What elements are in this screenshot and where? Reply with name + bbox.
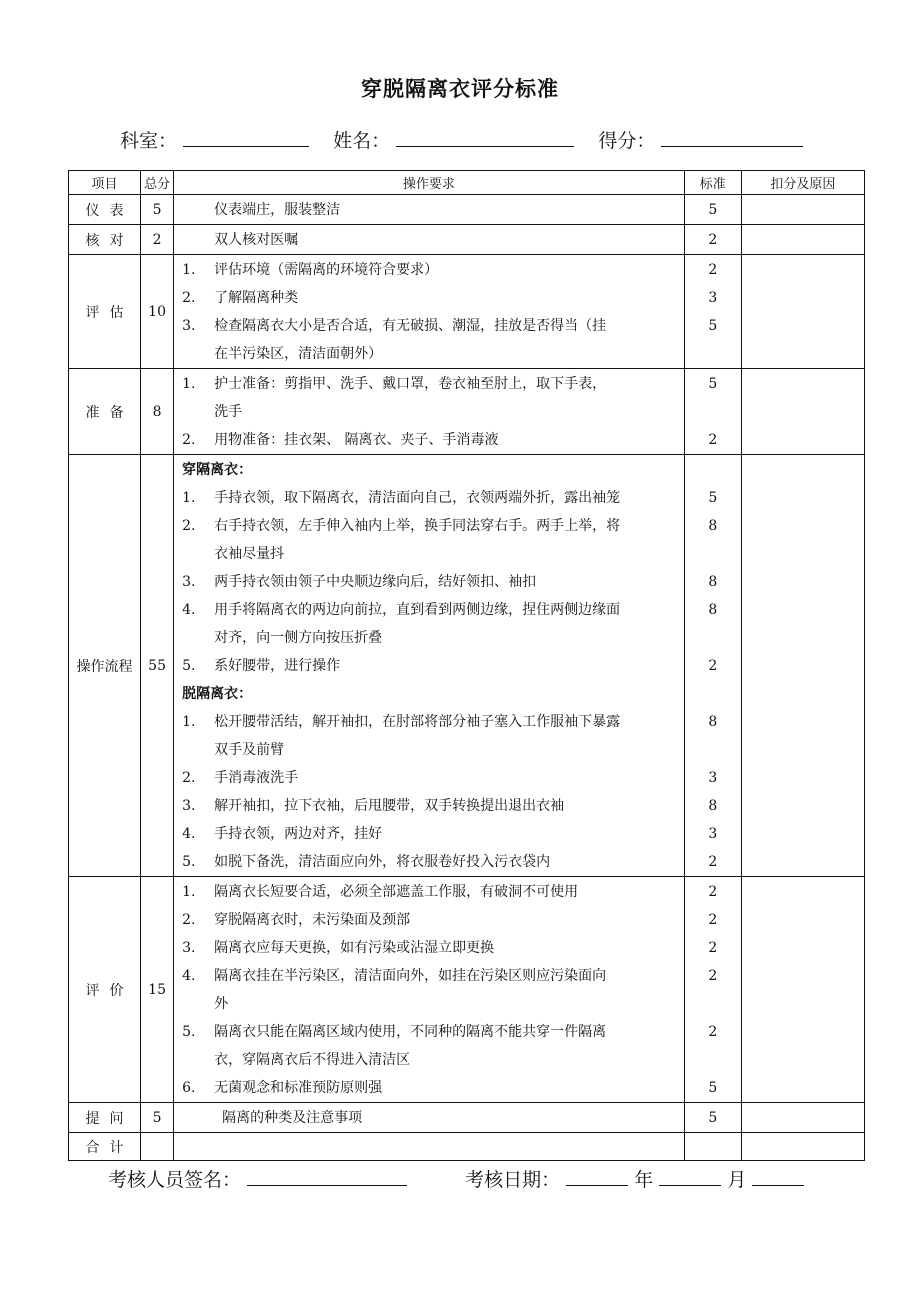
row-deduction-field[interactable] bbox=[741, 1133, 864, 1161]
footer-line bbox=[108, 1165, 804, 1192]
row-deduction-field[interactable] bbox=[741, 255, 864, 369]
signer-label: 考核人员签名： bbox=[108, 1169, 242, 1191]
standard-score: 2 bbox=[708, 854, 718, 870]
row-item: 评价 bbox=[69, 877, 141, 1103]
year-label: 年 bbox=[634, 1169, 654, 1191]
op-number: 2. bbox=[182, 290, 196, 306]
op-line bbox=[174, 792, 684, 820]
row-total: 55 bbox=[141, 455, 174, 877]
standard-score: 2 bbox=[708, 884, 718, 900]
standard-score: 5 bbox=[708, 376, 718, 392]
table-row bbox=[69, 369, 865, 455]
op-line bbox=[174, 196, 684, 224]
op-number: 1. bbox=[182, 376, 196, 392]
row-standard bbox=[684, 225, 741, 255]
op-line bbox=[174, 1074, 684, 1102]
op-number: 6. bbox=[182, 1080, 196, 1096]
op-line bbox=[174, 1046, 684, 1074]
op-line bbox=[174, 878, 684, 906]
op-line bbox=[174, 426, 684, 454]
table-row bbox=[69, 455, 865, 877]
op-number: 5. bbox=[182, 854, 196, 870]
day-field[interactable] bbox=[752, 1167, 804, 1186]
row-ops bbox=[174, 369, 685, 455]
standard-score bbox=[685, 398, 741, 426]
standard-score: 2 bbox=[708, 968, 718, 984]
row-deduction-field[interactable] bbox=[741, 225, 864, 255]
op-number: 2. bbox=[182, 518, 196, 534]
row-standard bbox=[684, 455, 741, 877]
month-field[interactable] bbox=[659, 1167, 721, 1186]
op-text: 双人核对医嘱 bbox=[214, 232, 299, 248]
op-line bbox=[174, 512, 684, 540]
op-text: 在半污染区，清洁面朝外） bbox=[214, 346, 383, 362]
op-text: 用物准备：挂衣架、 隔离衣、夹子、手消毒液 bbox=[214, 432, 499, 448]
op-number: 5. bbox=[182, 658, 196, 674]
row-standard bbox=[684, 1103, 741, 1133]
op-line bbox=[174, 484, 684, 512]
standard-score bbox=[685, 736, 741, 764]
op-text: 如脱下备洗，清洁面应向外，将衣服卷好投入污衣袋内 bbox=[214, 854, 551, 870]
op-text: 洗手 bbox=[214, 404, 243, 420]
op-text: 隔离衣长短要合适，必须全部遮盖工作服，有破洞不可使用 bbox=[214, 884, 579, 900]
standard-score: 2 bbox=[708, 1024, 718, 1040]
op-line bbox=[174, 596, 684, 624]
row-ops bbox=[174, 1133, 685, 1161]
op-line bbox=[174, 398, 684, 426]
row-deduction-field[interactable] bbox=[741, 1103, 864, 1133]
name-field[interactable] bbox=[396, 128, 574, 147]
op-text: 衣袖尽量抖 bbox=[214, 546, 285, 562]
op-line bbox=[174, 820, 684, 848]
row-standard bbox=[684, 195, 741, 225]
row-item: 操作流程 bbox=[69, 455, 141, 877]
row-deduction-field[interactable] bbox=[741, 877, 864, 1103]
op-text: 双手及前臂 bbox=[214, 742, 285, 758]
row-item: 准备 bbox=[69, 369, 141, 455]
op-text: 右手持衣领，左手伸入袖内上举，换手同法穿右手。两手上举，将 bbox=[214, 518, 621, 534]
standard-score bbox=[685, 624, 741, 652]
info-line bbox=[120, 126, 803, 153]
op-text: 外 bbox=[214, 996, 229, 1012]
op-number: 3. bbox=[182, 940, 196, 956]
op-text: 隔离的种类及注意事项 bbox=[222, 1110, 363, 1126]
op-line bbox=[174, 934, 684, 962]
row-ops bbox=[174, 1103, 685, 1133]
standard-score: 8 bbox=[708, 602, 718, 618]
op-text: 隔离衣应每天更换，如有污染或沾湿立即更换 bbox=[214, 940, 495, 956]
standard-score: 5 bbox=[708, 202, 718, 218]
score-label: 得分： bbox=[598, 130, 656, 152]
op-number: 3. bbox=[182, 798, 196, 814]
op-line bbox=[174, 906, 684, 934]
op-number: 1. bbox=[182, 884, 196, 900]
row-ops bbox=[174, 255, 685, 369]
op-text: 无菌观念和标准预防原则强 bbox=[214, 1080, 383, 1096]
header-item: 项目 bbox=[69, 171, 141, 195]
header-std: 标准 bbox=[684, 171, 741, 195]
standard-score: 8 bbox=[708, 574, 718, 590]
row-deduction-field[interactable] bbox=[741, 369, 864, 455]
row-total bbox=[141, 1133, 174, 1161]
op-number: 4. bbox=[182, 826, 196, 842]
standard-score: 3 bbox=[708, 770, 718, 786]
row-standard bbox=[684, 877, 741, 1103]
op-number: 4. bbox=[182, 602, 196, 618]
table-row bbox=[69, 225, 865, 255]
header-total: 总分 bbox=[141, 171, 174, 195]
row-item: 提问 bbox=[69, 1103, 141, 1133]
op-line bbox=[174, 568, 684, 596]
op-text: 检查隔离衣大小是否合适，有无破损、潮湿，挂放是否得当（挂 bbox=[214, 318, 607, 334]
date-label: 考核日期： bbox=[465, 1169, 561, 1191]
row-standard bbox=[684, 255, 741, 369]
table-row bbox=[69, 877, 865, 1103]
standard-score: 3 bbox=[708, 290, 718, 306]
month-label: 月 bbox=[727, 1169, 747, 1191]
header-ops: 操作要求 bbox=[174, 171, 685, 195]
row-deduction-field[interactable] bbox=[741, 195, 864, 225]
table-row bbox=[69, 1103, 865, 1133]
standard-score: 2 bbox=[708, 940, 718, 956]
table-row bbox=[69, 195, 865, 225]
op-number: 1. bbox=[182, 490, 196, 506]
row-standard bbox=[684, 369, 741, 455]
page-title: 穿脱隔离衣评分标准 bbox=[361, 76, 559, 101]
standard-score: 8 bbox=[708, 798, 718, 814]
scoring-table bbox=[68, 170, 865, 1161]
standard-score: 2 bbox=[708, 912, 718, 928]
standard-score: 5 bbox=[708, 490, 718, 506]
op-number: 2. bbox=[182, 912, 196, 928]
op-line bbox=[174, 624, 684, 652]
op-text: 护士准备：剪指甲、洗手、戴口罩，卷衣袖至肘上，取下手表， bbox=[214, 376, 607, 392]
row-item: 评估 bbox=[69, 255, 141, 369]
standard-score: 3 bbox=[708, 826, 718, 842]
op-text: 手持衣领，两边对齐，挂好 bbox=[214, 826, 383, 842]
name-label: 姓名： bbox=[333, 130, 391, 152]
op-line bbox=[174, 1018, 684, 1046]
standard-score: 5 bbox=[708, 318, 718, 334]
op-text: 系好腰带，进行操作 bbox=[214, 658, 341, 674]
year-field[interactable] bbox=[566, 1167, 628, 1186]
standard-score bbox=[685, 456, 741, 484]
dept-field[interactable] bbox=[183, 128, 309, 147]
row-item: 核对 bbox=[69, 225, 141, 255]
header-deduction: 扣分及原因 bbox=[741, 171, 864, 195]
op-section-heading: 脱隔离衣： bbox=[182, 686, 253, 702]
standard-score: 5 bbox=[708, 1110, 718, 1126]
row-total: 8 bbox=[141, 369, 174, 455]
standard-score: 2 bbox=[708, 232, 718, 248]
standard-score bbox=[685, 990, 741, 1018]
op-number: 1. bbox=[182, 714, 196, 730]
standard-score: 2 bbox=[708, 262, 718, 278]
op-line bbox=[174, 990, 684, 1018]
standard-score: 2 bbox=[708, 658, 718, 674]
op-line bbox=[174, 226, 684, 254]
op-text: 手持衣领，取下隔离衣，清洁面向自己，衣领两端外折，露出袖笼 bbox=[214, 490, 621, 506]
op-number: 5. bbox=[182, 1024, 196, 1040]
table-header-row bbox=[69, 171, 865, 195]
op-line bbox=[174, 652, 684, 680]
table-row bbox=[69, 1133, 865, 1161]
row-total: 5 bbox=[141, 1103, 174, 1133]
standard-score: 8 bbox=[708, 714, 718, 730]
op-text: 解开袖扣，拉下衣袖，后甩腰带，双手转换提出退出衣袖 bbox=[214, 798, 565, 814]
row-deduction-field[interactable] bbox=[741, 455, 864, 877]
op-number: 1. bbox=[182, 262, 196, 278]
op-text: 评估环境（需隔离的环境符合要求） bbox=[214, 262, 439, 278]
standard-score: 5 bbox=[708, 1080, 718, 1096]
standard-score bbox=[685, 1046, 741, 1074]
standard-score bbox=[685, 540, 741, 568]
row-standard bbox=[684, 1133, 741, 1161]
row-total: 5 bbox=[141, 195, 174, 225]
row-item: 仪表 bbox=[69, 195, 141, 225]
op-text: 两手持衣领由领子中央顺边缘向后，结好领扣、袖扣 bbox=[214, 574, 537, 590]
op-line bbox=[174, 312, 684, 340]
op-line bbox=[174, 680, 684, 708]
op-line bbox=[174, 962, 684, 990]
row-ops bbox=[174, 877, 685, 1103]
dept-label: 科室： bbox=[120, 130, 178, 152]
op-number: 3. bbox=[182, 318, 196, 334]
standard-score: 8 bbox=[708, 518, 718, 534]
op-text: 仪表端庄，服装整洁 bbox=[214, 202, 341, 218]
standard-score: 2 bbox=[708, 432, 718, 448]
op-line bbox=[174, 540, 684, 568]
op-text: 了解隔离种类 bbox=[214, 290, 299, 306]
op-line bbox=[174, 340, 684, 368]
op-line bbox=[174, 848, 684, 876]
op-section-heading: 穿隔离衣： bbox=[182, 462, 253, 478]
op-line bbox=[174, 708, 684, 736]
op-text: 松开腰带活结，解开袖扣，在肘部将部分袖子塞入工作服袖下暴露 bbox=[214, 714, 621, 730]
op-line bbox=[174, 370, 684, 398]
op-text: 对齐，向一侧方向按压折叠 bbox=[214, 630, 383, 646]
op-number: 4. bbox=[182, 968, 196, 984]
op-line bbox=[174, 1104, 684, 1132]
op-text: 穿脱隔离衣时，未污染面及颈部 bbox=[214, 912, 411, 928]
op-line bbox=[174, 456, 684, 484]
standard-score bbox=[685, 680, 741, 708]
row-total: 15 bbox=[141, 877, 174, 1103]
row-item: 合计 bbox=[69, 1133, 141, 1161]
op-line bbox=[174, 764, 684, 792]
op-number: 2. bbox=[182, 432, 196, 448]
op-text: 用手将隔离衣的两边向前拉，直到看到两侧边缘，捏住两侧边缘面 bbox=[214, 602, 621, 618]
signer-field[interactable] bbox=[247, 1167, 407, 1186]
row-ops bbox=[174, 455, 685, 877]
op-number: 3. bbox=[182, 574, 196, 590]
row-total: 2 bbox=[141, 225, 174, 255]
row-ops bbox=[174, 195, 685, 225]
op-text: 衣，穿隔离衣后不得进入清洁区 bbox=[214, 1052, 411, 1068]
op-text: 隔离衣挂在半污染区，清洁面向外，如挂在污染区则应污染面向 bbox=[214, 968, 607, 984]
op-text: 手消毒液洗手 bbox=[214, 770, 299, 786]
row-total: 10 bbox=[141, 255, 174, 369]
table-row bbox=[69, 255, 865, 369]
op-line bbox=[174, 256, 684, 284]
op-text: 隔离衣只能在隔离区域内使用，不同种的隔离不能共穿一件隔离 bbox=[214, 1024, 607, 1040]
op-line bbox=[174, 284, 684, 312]
op-number: 2. bbox=[182, 770, 196, 786]
op-line bbox=[174, 736, 684, 764]
score-field[interactable] bbox=[661, 128, 803, 147]
row-ops bbox=[174, 225, 685, 255]
